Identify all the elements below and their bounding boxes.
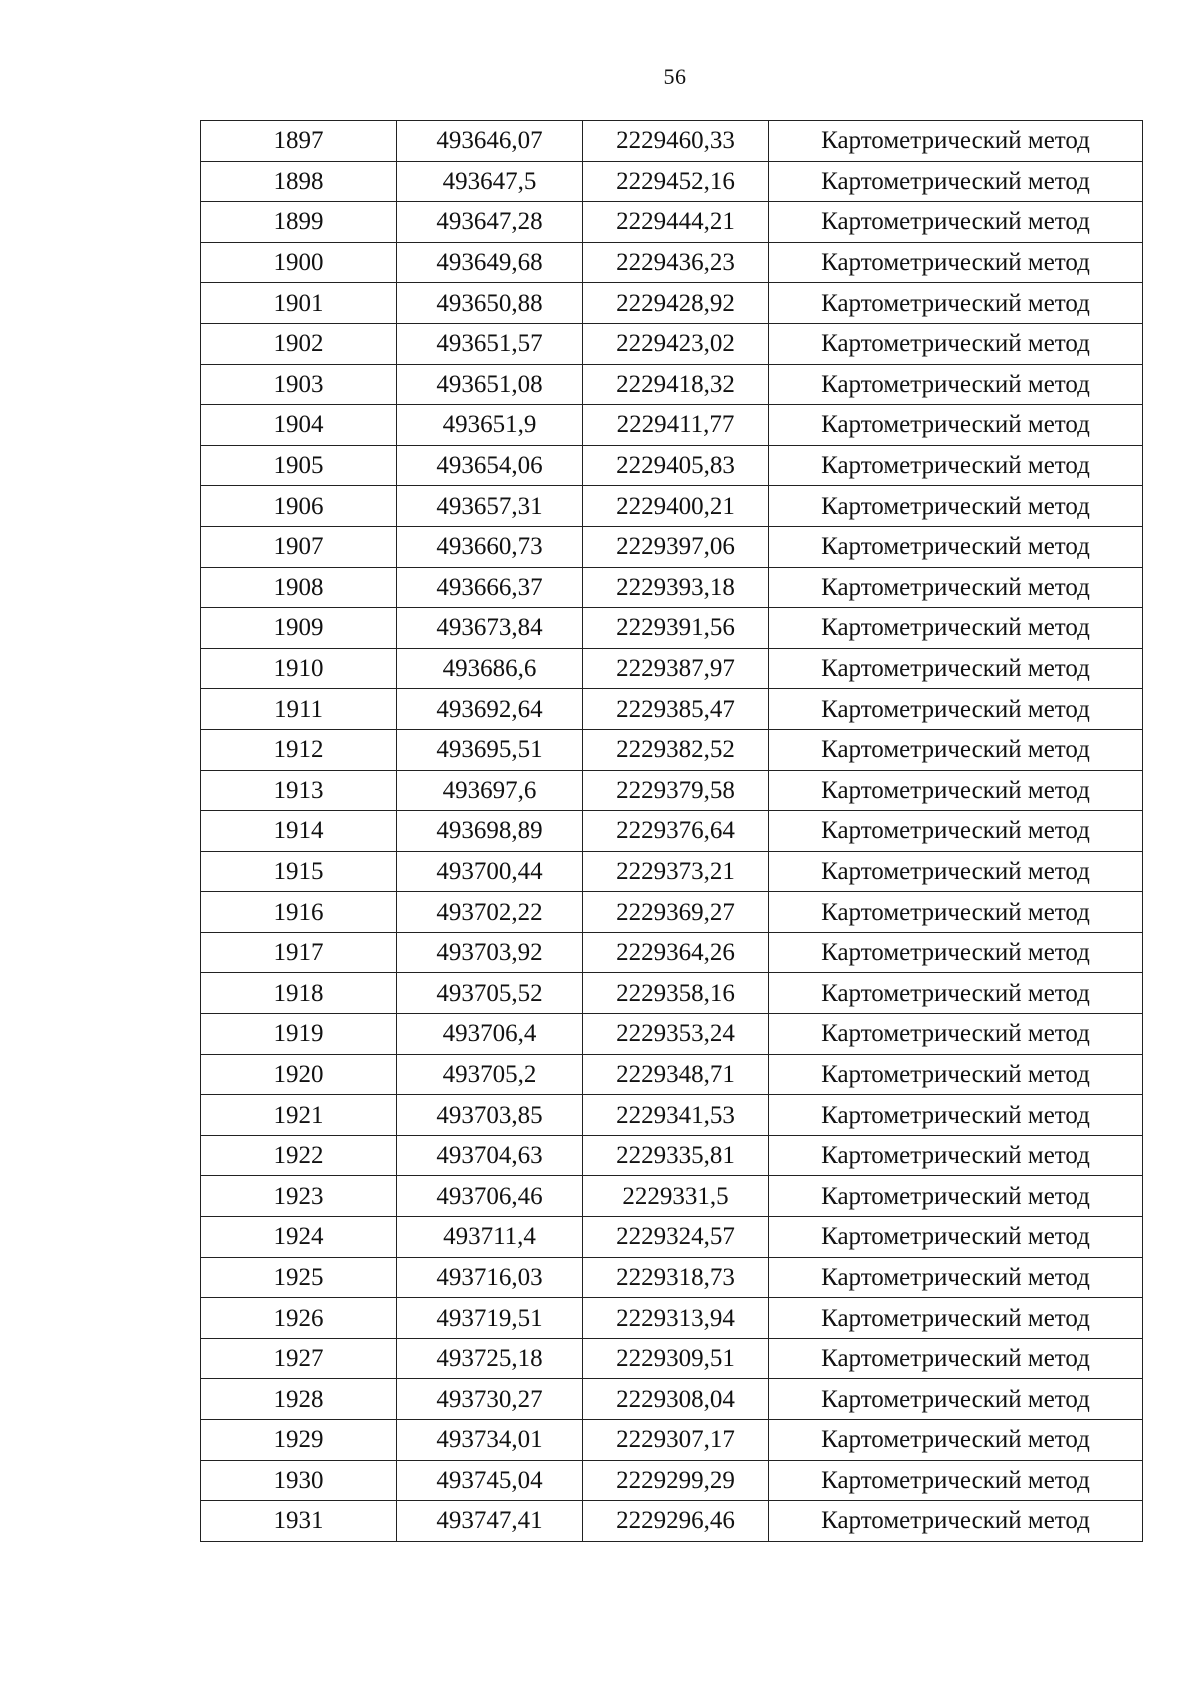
point-number-cell: 1911 xyxy=(201,689,397,730)
method-cell: Картометрический метод xyxy=(769,1379,1143,1420)
y-coordinate-cell: 2229411,77 xyxy=(583,405,769,446)
x-coordinate-cell: 493705,52 xyxy=(397,973,583,1014)
method-cell: Картометрический метод xyxy=(769,364,1143,405)
table-row xyxy=(201,405,1143,446)
table-row xyxy=(201,932,1143,973)
method-cell: Картометрический метод xyxy=(769,242,1143,283)
method-cell: Картометрический метод xyxy=(769,973,1143,1014)
x-coordinate-cell: 493654,06 xyxy=(397,445,583,486)
table-row xyxy=(201,1257,1143,1298)
method-cell: Картометрический метод xyxy=(769,1095,1143,1136)
method-cell: Картометрический метод xyxy=(769,323,1143,364)
table-row xyxy=(201,1095,1143,1136)
y-coordinate-cell: 2229436,23 xyxy=(583,242,769,283)
point-number-cell: 1919 xyxy=(201,1014,397,1055)
y-coordinate-cell: 2229460,33 xyxy=(583,121,769,162)
point-number-cell: 1908 xyxy=(201,567,397,608)
table-row xyxy=(201,1014,1143,1055)
x-coordinate-cell: 493703,92 xyxy=(397,932,583,973)
method-cell: Картометрический метод xyxy=(769,1338,1143,1379)
method-cell: Картометрический метод xyxy=(769,770,1143,811)
y-coordinate-cell: 2229341,53 xyxy=(583,1095,769,1136)
table-row xyxy=(201,1217,1143,1258)
point-number-cell: 1927 xyxy=(201,1338,397,1379)
method-cell: Картометрический метод xyxy=(769,526,1143,567)
method-cell: Картометрический метод xyxy=(769,283,1143,324)
y-coordinate-cell: 2229382,52 xyxy=(583,729,769,770)
y-coordinate-cell: 2229387,97 xyxy=(583,648,769,689)
point-number-cell: 1899 xyxy=(201,202,397,243)
y-coordinate-cell: 2229309,51 xyxy=(583,1338,769,1379)
point-number-cell: 1926 xyxy=(201,1298,397,1339)
point-number-cell: 1915 xyxy=(201,851,397,892)
method-cell: Картометрический метод xyxy=(769,892,1143,933)
table-row xyxy=(201,445,1143,486)
point-number-cell: 1905 xyxy=(201,445,397,486)
point-number-cell: 1900 xyxy=(201,242,397,283)
point-number-cell: 1904 xyxy=(201,405,397,446)
x-coordinate-cell: 493704,63 xyxy=(397,1135,583,1176)
point-number-cell: 1928 xyxy=(201,1379,397,1420)
table-row xyxy=(201,1176,1143,1217)
method-cell: Картометрический метод xyxy=(769,811,1143,852)
y-coordinate-cell: 2229299,29 xyxy=(583,1460,769,1501)
x-coordinate-cell: 493673,84 xyxy=(397,608,583,649)
x-coordinate-cell: 493705,2 xyxy=(397,1054,583,1095)
x-coordinate-cell: 493700,44 xyxy=(397,851,583,892)
point-number-cell: 1907 xyxy=(201,526,397,567)
table-row xyxy=(201,851,1143,892)
coordinates-table xyxy=(200,120,1143,1542)
method-cell: Картометрический метод xyxy=(769,729,1143,770)
y-coordinate-cell: 2229318,73 xyxy=(583,1257,769,1298)
x-coordinate-cell: 493725,18 xyxy=(397,1338,583,1379)
point-number-cell: 1910 xyxy=(201,648,397,689)
point-number-cell: 1922 xyxy=(201,1135,397,1176)
y-coordinate-cell: 2229428,92 xyxy=(583,283,769,324)
method-cell: Картометрический метод xyxy=(769,608,1143,649)
point-number-cell: 1925 xyxy=(201,1257,397,1298)
point-number-cell: 1916 xyxy=(201,892,397,933)
point-number-cell: 1929 xyxy=(201,1420,397,1461)
table-row xyxy=(201,729,1143,770)
table-body xyxy=(201,121,1143,1542)
point-number-cell: 1930 xyxy=(201,1460,397,1501)
point-number-cell: 1917 xyxy=(201,932,397,973)
x-coordinate-cell: 493719,51 xyxy=(397,1298,583,1339)
method-cell: Картометрический метод xyxy=(769,932,1143,973)
method-cell: Картометрический метод xyxy=(769,1501,1143,1542)
method-cell: Картометрический метод xyxy=(769,648,1143,689)
x-coordinate-cell: 493711,4 xyxy=(397,1217,583,1258)
y-coordinate-cell: 2229418,32 xyxy=(583,364,769,405)
y-coordinate-cell: 2229405,83 xyxy=(583,445,769,486)
y-coordinate-cell: 2229376,64 xyxy=(583,811,769,852)
table-row xyxy=(201,364,1143,405)
x-coordinate-cell: 493692,64 xyxy=(397,689,583,730)
method-cell: Картометрический метод xyxy=(769,689,1143,730)
x-coordinate-cell: 493706,4 xyxy=(397,1014,583,1055)
y-coordinate-cell: 2229324,57 xyxy=(583,1217,769,1258)
page-number: 56 xyxy=(663,64,687,89)
y-coordinate-cell: 2229452,16 xyxy=(583,161,769,202)
x-coordinate-cell: 493703,85 xyxy=(397,1095,583,1136)
x-coordinate-cell: 493730,27 xyxy=(397,1379,583,1420)
table-row xyxy=(201,770,1143,811)
y-coordinate-cell: 2229358,16 xyxy=(583,973,769,1014)
y-coordinate-cell: 2229373,21 xyxy=(583,851,769,892)
x-coordinate-cell: 493747,41 xyxy=(397,1501,583,1542)
table-row xyxy=(201,567,1143,608)
x-coordinate-cell: 493660,73 xyxy=(397,526,583,567)
method-cell: Картометрический метод xyxy=(769,1460,1143,1501)
point-number-cell: 1901 xyxy=(201,283,397,324)
x-coordinate-cell: 493716,03 xyxy=(397,1257,583,1298)
y-coordinate-cell: 2229400,21 xyxy=(583,486,769,527)
x-coordinate-cell: 493647,5 xyxy=(397,161,583,202)
method-cell: Картометрический метод xyxy=(769,445,1143,486)
table-row xyxy=(201,242,1143,283)
table-row xyxy=(201,892,1143,933)
point-number-cell: 1914 xyxy=(201,811,397,852)
x-coordinate-cell: 493697,6 xyxy=(397,770,583,811)
table-row xyxy=(201,1379,1143,1420)
table-row xyxy=(201,323,1143,364)
method-cell: Картометрический метод xyxy=(769,486,1143,527)
method-cell: Картометрический метод xyxy=(769,202,1143,243)
table-row xyxy=(201,202,1143,243)
method-cell: Картометрический метод xyxy=(769,1176,1143,1217)
table-row xyxy=(201,1338,1143,1379)
table-row xyxy=(201,608,1143,649)
x-coordinate-cell: 493698,89 xyxy=(397,811,583,852)
y-coordinate-cell: 2229335,81 xyxy=(583,1135,769,1176)
table-row xyxy=(201,161,1143,202)
y-coordinate-cell: 2229313,94 xyxy=(583,1298,769,1339)
table-row xyxy=(201,1135,1143,1176)
x-coordinate-cell: 493651,57 xyxy=(397,323,583,364)
table-row xyxy=(201,1460,1143,1501)
method-cell: Картометрический метод xyxy=(769,1135,1143,1176)
y-coordinate-cell: 2229353,24 xyxy=(583,1014,769,1055)
point-number-cell: 1920 xyxy=(201,1054,397,1095)
table-row xyxy=(201,689,1143,730)
y-coordinate-cell: 2229296,46 xyxy=(583,1501,769,1542)
point-number-cell: 1912 xyxy=(201,729,397,770)
method-cell: Картометрический метод xyxy=(769,1257,1143,1298)
table-row xyxy=(201,973,1143,1014)
y-coordinate-cell: 2229331,5 xyxy=(583,1176,769,1217)
point-number-cell: 1898 xyxy=(201,161,397,202)
point-number-cell: 1918 xyxy=(201,973,397,1014)
y-coordinate-cell: 2229307,17 xyxy=(583,1420,769,1461)
y-coordinate-cell: 2229444,21 xyxy=(583,202,769,243)
y-coordinate-cell: 2229397,06 xyxy=(583,526,769,567)
method-cell: Картометрический метод xyxy=(769,567,1143,608)
point-number-cell: 1906 xyxy=(201,486,397,527)
point-number-cell: 1897 xyxy=(201,121,397,162)
y-coordinate-cell: 2229393,18 xyxy=(583,567,769,608)
y-coordinate-cell: 2229348,71 xyxy=(583,1054,769,1095)
x-coordinate-cell: 493651,9 xyxy=(397,405,583,446)
method-cell: Картометрический метод xyxy=(769,1420,1143,1461)
method-cell: Картометрический метод xyxy=(769,1014,1143,1055)
x-coordinate-cell: 493702,22 xyxy=(397,892,583,933)
method-cell: Картометрический метод xyxy=(769,851,1143,892)
table-row xyxy=(201,121,1143,162)
table-row xyxy=(201,1054,1143,1095)
table-row xyxy=(201,486,1143,527)
x-coordinate-cell: 493649,68 xyxy=(397,242,583,283)
y-coordinate-cell: 2229379,58 xyxy=(583,770,769,811)
table-row xyxy=(201,1420,1143,1461)
x-coordinate-cell: 493686,6 xyxy=(397,648,583,689)
table-row xyxy=(201,1501,1143,1542)
point-number-cell: 1923 xyxy=(201,1176,397,1217)
x-coordinate-cell: 493695,51 xyxy=(397,729,583,770)
x-coordinate-cell: 493706,46 xyxy=(397,1176,583,1217)
method-cell: Картометрический метод xyxy=(769,1298,1143,1339)
y-coordinate-cell: 2229364,26 xyxy=(583,932,769,973)
x-coordinate-cell: 493647,28 xyxy=(397,202,583,243)
y-coordinate-cell: 2229385,47 xyxy=(583,689,769,730)
y-coordinate-cell: 2229391,56 xyxy=(583,608,769,649)
y-coordinate-cell: 2229423,02 xyxy=(583,323,769,364)
x-coordinate-cell: 493666,37 xyxy=(397,567,583,608)
x-coordinate-cell: 493745,04 xyxy=(397,1460,583,1501)
method-cell: Картометрический метод xyxy=(769,121,1143,162)
table-row xyxy=(201,1298,1143,1339)
point-number-cell: 1902 xyxy=(201,323,397,364)
method-cell: Картометрический метод xyxy=(769,405,1143,446)
point-number-cell: 1913 xyxy=(201,770,397,811)
y-coordinate-cell: 2229308,04 xyxy=(583,1379,769,1420)
x-coordinate-cell: 493650,88 xyxy=(397,283,583,324)
point-number-cell: 1931 xyxy=(201,1501,397,1542)
method-cell: Картометрический метод xyxy=(769,161,1143,202)
point-number-cell: 1924 xyxy=(201,1217,397,1258)
point-number-cell: 1903 xyxy=(201,364,397,405)
y-coordinate-cell: 2229369,27 xyxy=(583,892,769,933)
point-number-cell: 1921 xyxy=(201,1095,397,1136)
x-coordinate-cell: 493657,31 xyxy=(397,486,583,527)
x-coordinate-cell: 493651,08 xyxy=(397,364,583,405)
method-cell: Картометрический метод xyxy=(769,1217,1143,1258)
table-row xyxy=(201,648,1143,689)
method-cell: Картометрический метод xyxy=(769,1054,1143,1095)
x-coordinate-cell: 493646,07 xyxy=(397,121,583,162)
table-row xyxy=(201,526,1143,567)
table-row xyxy=(201,811,1143,852)
x-coordinate-cell: 493734,01 xyxy=(397,1420,583,1461)
point-number-cell: 1909 xyxy=(201,608,397,649)
table-row xyxy=(201,283,1143,324)
